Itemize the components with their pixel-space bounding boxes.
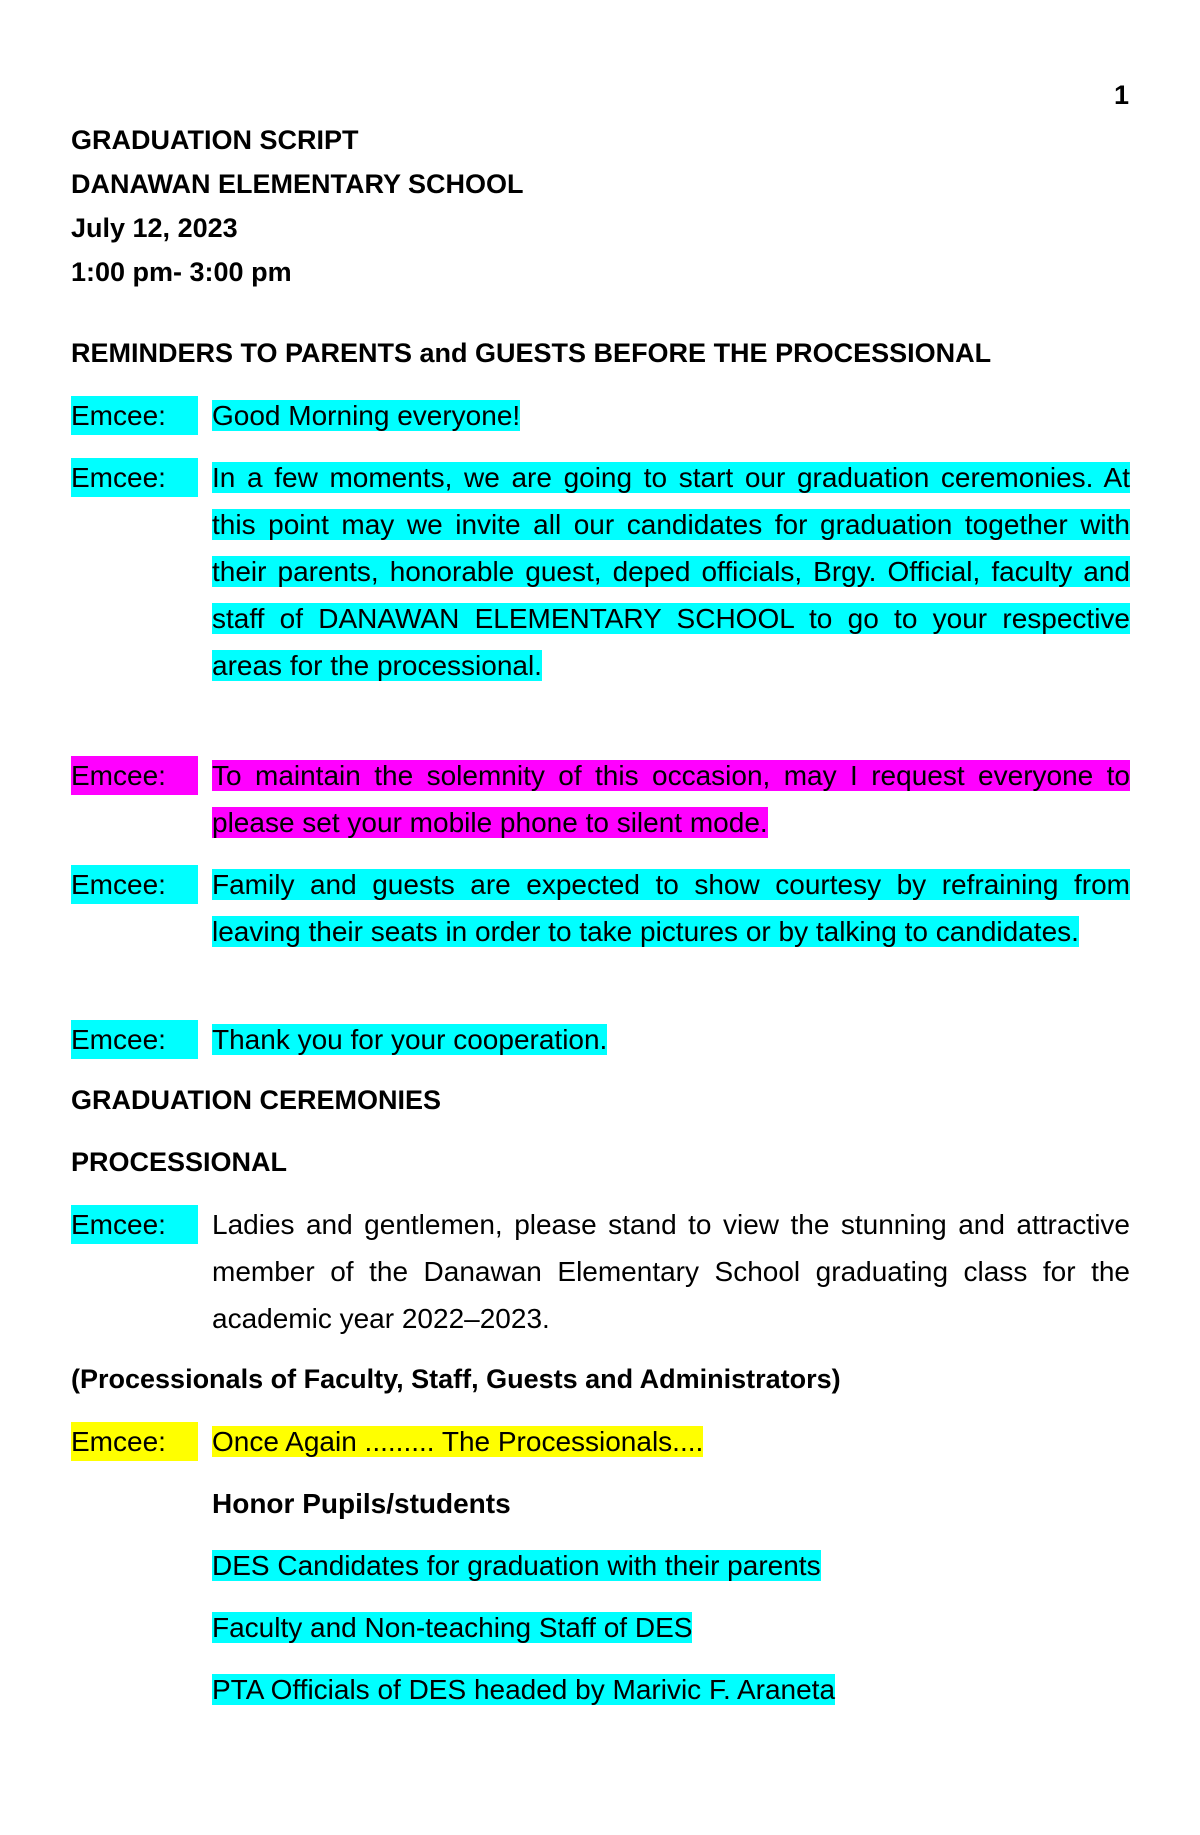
- reminders-heading: REMINDERS TO PARENTS and GUESTS BEFORE THE PROCESSIONAL: [71, 338, 992, 368]
- speaker-label: Emcee:: [71, 396, 198, 435]
- entry-text: In a few moments, we are going to start our graduation ceremonies. At this point may we invite all our candidates for graduation together with their parents, honorable guest, deped officials, Brgy. Official, faculty and staff of DANAWAN ELEMENTARY SCHOOL to go to your respective areas for the processional.: [212, 462, 1130, 681]
- script-entry: [71, 454, 1130, 689]
- speaker-label: Emcee:: [71, 1020, 198, 1059]
- script-entry: [71, 861, 1130, 955]
- list-item: [71, 1542, 1130, 1589]
- script-entry: [71, 1201, 1130, 1342]
- processionals-note: (Processionals of Faculty, Staff, Guests and Administrators): [71, 1364, 841, 1394]
- event-time: 1:00 pm- 3:00 pm: [71, 257, 292, 287]
- entry-text: Good Morning everyone!: [212, 400, 521, 431]
- document-header: [71, 118, 524, 294]
- script-entry: [71, 1418, 1130, 1465]
- processional-item: PTA Officials of DES headed by Marivic F. Araneta: [212, 1674, 836, 1705]
- ceremonies-heading: GRADUATION CEREMONIES: [71, 1085, 442, 1115]
- list-item: [71, 1666, 1130, 1713]
- page-number: 1: [1113, 80, 1129, 110]
- script-entry: [71, 392, 1130, 439]
- processional-item: Faculty and Non-teaching Staff of DES: [212, 1612, 693, 1643]
- speaker-label: Emcee:: [71, 1422, 198, 1461]
- script-entry: [71, 1016, 1130, 1063]
- list-item: [71, 1480, 1130, 1527]
- processional-item: DES Candidates for graduation with their parents: [212, 1550, 821, 1581]
- processional-item: Honor Pupils/students: [212, 1488, 511, 1519]
- entry-text: Once Again ......... The Processionals....: [212, 1426, 704, 1457]
- entry-text: Thank you for your cooperation.: [212, 1024, 608, 1055]
- document-title: GRADUATION SCRIPT: [71, 125, 359, 155]
- speaker-label: Emcee:: [71, 1205, 198, 1244]
- school-name: DANAWAN ELEMENTARY SCHOOL: [71, 169, 524, 199]
- entry-text: Family and guests are expected to show courtesy by refraining from leaving their seats in order to take pictures or by talking to candidates.: [212, 869, 1130, 947]
- speaker-label: Emcee:: [71, 458, 198, 497]
- entry-text: Ladies and gentlemen, please stand to view the stunning and attractive member of the Danawan Elementary School graduating class for the academic year 2022–2023.: [212, 1209, 1130, 1334]
- speaker-label: Emcee:: [71, 756, 198, 795]
- speaker-label: Emcee:: [71, 865, 198, 904]
- list-item: [71, 1604, 1130, 1651]
- entry-text: To maintain the solemnity of this occasion, may I request everyone to please set your mobile phone to silent mode.: [212, 760, 1130, 838]
- script-entry: [71, 752, 1130, 846]
- processional-heading: PROCESSIONAL: [71, 1147, 288, 1177]
- event-date: July 12, 2023: [71, 213, 238, 243]
